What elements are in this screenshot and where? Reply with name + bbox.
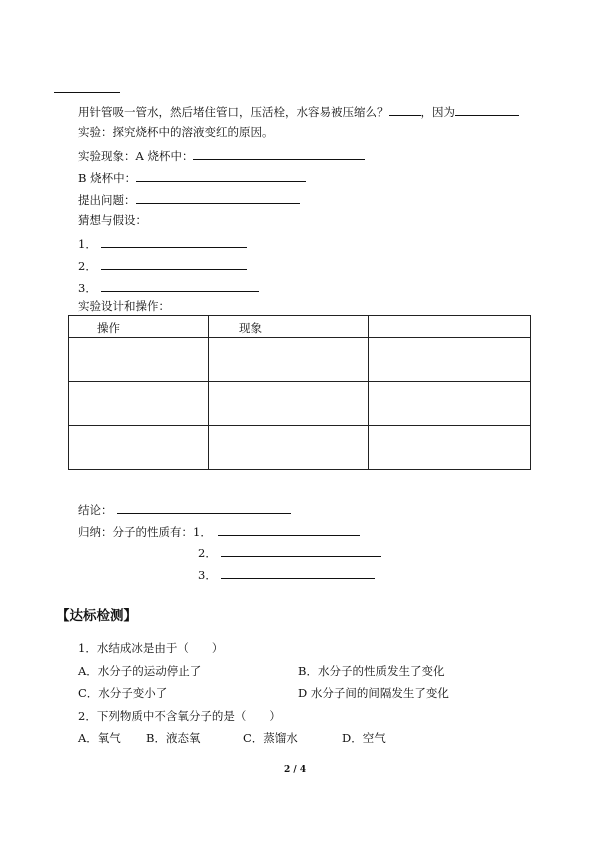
compress-answer-blank[interactable]	[389, 104, 421, 116]
table-row	[69, 382, 531, 426]
table-cell[interactable]	[209, 338, 369, 382]
question-1-option-a[interactable]: A．水分子的运动停止了	[78, 664, 202, 678]
phenomenon-b-blank[interactable]	[136, 170, 306, 182]
question-2-option-a[interactable]: A．氧气	[78, 731, 121, 745]
table-cell[interactable]	[209, 382, 369, 426]
hypothesis-blank-3[interactable]	[101, 280, 259, 292]
summary-blank-2[interactable]	[221, 545, 381, 557]
top-rule	[54, 92, 120, 93]
question-1-option-b[interactable]: B．水分子的性质发生了变化	[298, 664, 445, 678]
table-cell[interactable]	[369, 382, 531, 426]
hypothesis-item-3	[78, 280, 259, 295]
table-cell[interactable]	[369, 426, 531, 470]
section-title: 【达标检测】	[56, 608, 137, 624]
summary-item-3	[198, 567, 375, 582]
experiment-table	[68, 315, 531, 470]
question-raise-label: 提出问题：	[78, 193, 136, 207]
conclusion-line	[78, 502, 291, 517]
experiment-title: 实验：探究烧杯中的溶液变红的原因。	[78, 125, 274, 139]
table-header-cell	[69, 316, 209, 338]
hypothesis-item-number: 2．	[78, 259, 97, 273]
question-1-option-d[interactable]: D 水分子间的间隔发生了变化	[298, 686, 449, 700]
page-number: 2 / 4	[284, 765, 307, 775]
hypothesis-blank-1[interactable]	[101, 236, 247, 248]
table-header-row	[69, 316, 531, 338]
phenomenon-a-label: 实验现象：A 烧杯中：	[78, 149, 194, 163]
summary-item-number: 3．	[198, 568, 217, 582]
phenomenon-a	[78, 148, 365, 163]
hypothesis-heading: 猜想与假设：	[78, 213, 147, 227]
phenomenon-a-blank[interactable]	[193, 148, 365, 160]
hypothesis-item-number: 1．	[78, 237, 97, 251]
table-row	[69, 338, 531, 382]
summary-blank-3[interactable]	[221, 567, 375, 579]
header-operation: 操作	[97, 321, 120, 335]
summary-label: 归纳：分子的性质有：1．	[78, 525, 212, 539]
summary-item-number: 2．	[198, 546, 217, 560]
compress-question-text: 用针管吸一管水，然后堵住管口，压活栓，水容易被压缩么？	[78, 105, 389, 119]
summary-item-2	[198, 545, 381, 560]
table-cell[interactable]	[69, 338, 209, 382]
question-raise-blank[interactable]	[136, 192, 300, 204]
table-cell[interactable]	[209, 426, 369, 470]
table-cell[interactable]	[69, 426, 209, 470]
conclusion-label: 结论：	[78, 503, 113, 517]
conclusion-blank[interactable]	[117, 502, 291, 514]
table-cell[interactable]	[369, 338, 531, 382]
table-header-cell	[209, 316, 369, 338]
hypothesis-item-2	[78, 258, 247, 273]
compress-question-mid: ，因为	[420, 105, 455, 119]
summary-line	[78, 524, 360, 539]
question-2-option-d[interactable]: D．空气	[342, 731, 386, 745]
hypothesis-item-1	[78, 236, 247, 251]
compress-reason-blank[interactable]	[455, 104, 519, 116]
summary-blank-1[interactable]	[218, 524, 360, 536]
header-phenomenon: 现象	[239, 321, 262, 335]
compress-question	[78, 104, 519, 119]
table-cell[interactable]	[69, 382, 209, 426]
hypothesis-item-number: 3．	[78, 281, 97, 295]
phenomenon-b-label: B 烧杯中：	[78, 171, 137, 185]
question-1-option-c[interactable]: C．水分子变小了	[78, 686, 168, 700]
question-2-option-c[interactable]: C．蒸馏水	[243, 731, 298, 745]
question-1-stem: 1．水结成冰是由于（ ）	[78, 641, 224, 655]
hypothesis-blank-2[interactable]	[101, 258, 247, 270]
question-2-stem: 2．下列物质中不含氧分子的是（ ）	[78, 709, 281, 723]
question-raise	[78, 192, 300, 207]
question-2-option-b[interactable]: B．液态氧	[146, 731, 201, 745]
design-heading: 实验设计和操作：	[78, 299, 170, 313]
table-row	[69, 426, 531, 470]
phenomenon-b	[78, 170, 306, 185]
table-header-cell	[369, 316, 531, 338]
